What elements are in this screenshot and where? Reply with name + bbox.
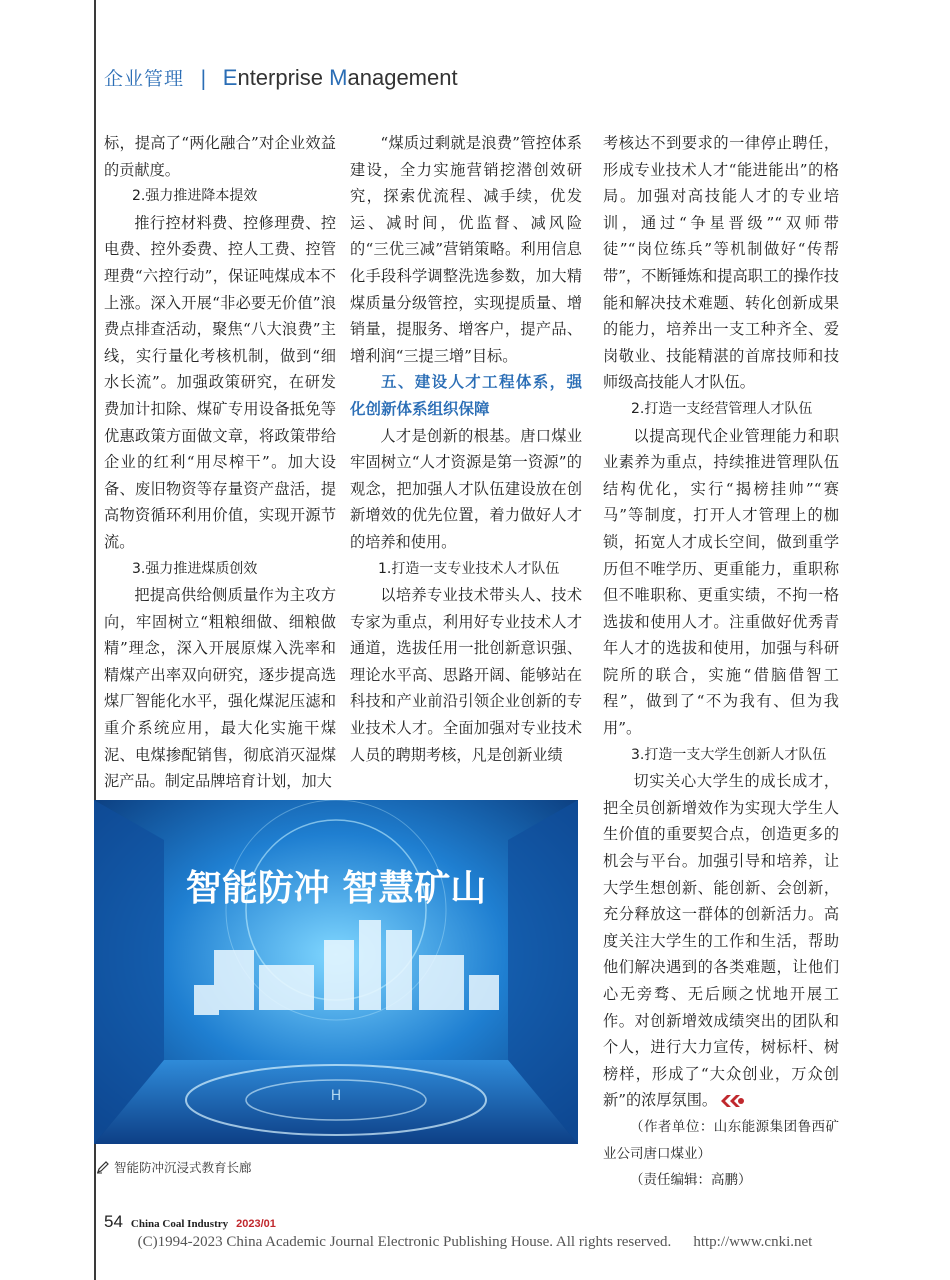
svg-text:H: H [330,1088,342,1104]
section-title-en: Enterprise Management [222,65,458,90]
pencil-icon [96,1160,110,1174]
author-affiliation: （作者单位：山东能源集团鲁西矿业公司唐口煤业） [603,1118,839,1162]
paragraph: 切实关心大学生的成长成才，把全员创新增效作为实现大学生人生价值的重要契合点，创造更多的机会与平台。加强引导和培养，让大学生想创新、能创新、会创新，充分释放这一群体的创新活力。高度关注大学生的工作和生活，帮助他们解决遇到的各类难题，让他们心无旁骛、无后顾之忧地开展工作。对创新增效成绩突出的团队和个人，进行大力宣传，树标杆、树榜样，形成了“大众创业，万众创新”的浓厚氛围。 [603,772,839,1110]
section-header [104,64,458,94]
page-number: 54 [104,1212,123,1231]
cnki-url: http://www.cnki.net [693,1234,813,1250]
paragraph: 把提高供给侧质量作为主攻方向，牢固树立“粗粮细做、细粮做精”理念，深入开展原煤入洗率和精煤产出率双向研究，逐步提高选煤厂智能化水平，强化煤泥压滤和重介系统应用，最大化实施干煤泥、电煤掺配销售，彻底消灭湿煤泥产品。制定品牌培育计划，加大 [104,586,336,791]
text-column-1 [104,130,336,795]
photo-immersive-corridor [94,800,578,1144]
paragraph: 人才是创新的根基。唐口煤业牢固树立“人才资源是第一资源”的观念，把加强人才队伍建设放在创新增效的优先位置，着力做好人才的培养和使用。 [350,426,582,551]
subheading: 1.打造一支专业技术人才队伍 [378,560,560,577]
text-column-3 [603,130,839,1194]
subheading: 3.打造一支大学生创新人才队伍 [631,746,827,763]
subheading: 2.打造一支经营管理人才队伍 [631,400,813,417]
paragraph: 考核达不到要求的一律停止聘任，形成专业技术人才“能进能出”的格局。加强对高技能人才的专业培训，通过“争星晋级”“双师带徒”“岗位练兵”等机制做好“传帮带”，不断锤炼和提高职工的操作技能和解决技术难题、转化创新成果的能力，培养出一支工种齐全、爱岗敬业、技能精湛的首席技师和技师级高技能人才队伍。 [603,134,839,392]
magazine-logo-icon [719,1093,745,1109]
photo-illustration [94,800,578,1144]
paragraph: 以提高现代企业管理能力和职业素养为重点，持续推进管理队伍结构优化，实行“揭榜挂帅”“赛马”等制度，打开人才管理上的枷锁，拓宽人才成长空间，做到重学历但不唯学历、更重能力，重职称但不唯职称、更重实绩，不拘一格选拔和使用人才。注重做好优秀青年人才的选拔和使用，加强与科研院所的联合，实施“借脑借智工程”，做到了“不为我有、但为我用”。 [603,426,839,738]
editor-credit: （责任编辑：高鹏） [630,1172,752,1189]
magazine-name: China Coal Industry [130,1218,229,1230]
paragraph: “煤质过剩就是浪费”管控体系建设，全力实施营销挖潜创效研究，探索优流程、减手续，优发运、减时间，优监督、减风险的“三优三减”营销策略。利用信息化手段科学调整洗选参数，加大精煤质量分级管控，实现提质量、增销量，提服务、增客户，提产品、增利润“三提三增”目标。 [350,134,582,365]
paragraph: 标，提高了“两化融合”对企业效益的贡献度。 [104,134,336,179]
section-title-cn: 企业管理 [104,68,185,90]
paragraph: 推行控材料费、控修理费、控电费、控外委费、控人工费、控管理费“六控行动”，保证吨煤成本不上涨。深入开展“非必要无价值”浪费点排查活动，聚焦“八大浪费”主线，实行量化考核机制，做到“细水长流”。加强政策研究，在研发费加计扣除、煤矿专用设备抵免等优惠政策方面做文章，将政策带给企业的红利“用尽榨干”。加大设备、废旧物资等存量资产盘活，提高物资循环利用价值，实现开源节流。 [104,213,336,551]
page-footer [104,1212,276,1232]
photo-overlay-text: 智能防冲 智慧矿山 [185,868,487,909]
section-heading: 五、建设人才工程体系，强化创新体系组织保障 [350,373,582,418]
issue-number: 2023/01 [236,1218,276,1230]
header-separator: | [200,66,207,90]
photo-caption: 智能防冲沉浸式教育长廊 [96,1158,252,1176]
text-column-2 [350,130,582,768]
copyright-line: (C)1994-2023 China Academic Journal Electronic Publishing House. All rights reserved. http://www.cnki.net [137,1234,813,1250]
paragraph: 以培养专业技术带头人、技术专家为重点，利用好专业技术人才通道，选拔任用一批创新意识强、理论水平高、思路开阔、能够站在科技和产业前沿引领企业创新的专业技术人才。全面加强对专业技术人员的聘期考核，凡是创新业绩 [350,586,582,764]
subheading: 3.强力推进煤质创效 [132,560,258,577]
subheading: 2.强力推进降本提效 [132,188,258,205]
